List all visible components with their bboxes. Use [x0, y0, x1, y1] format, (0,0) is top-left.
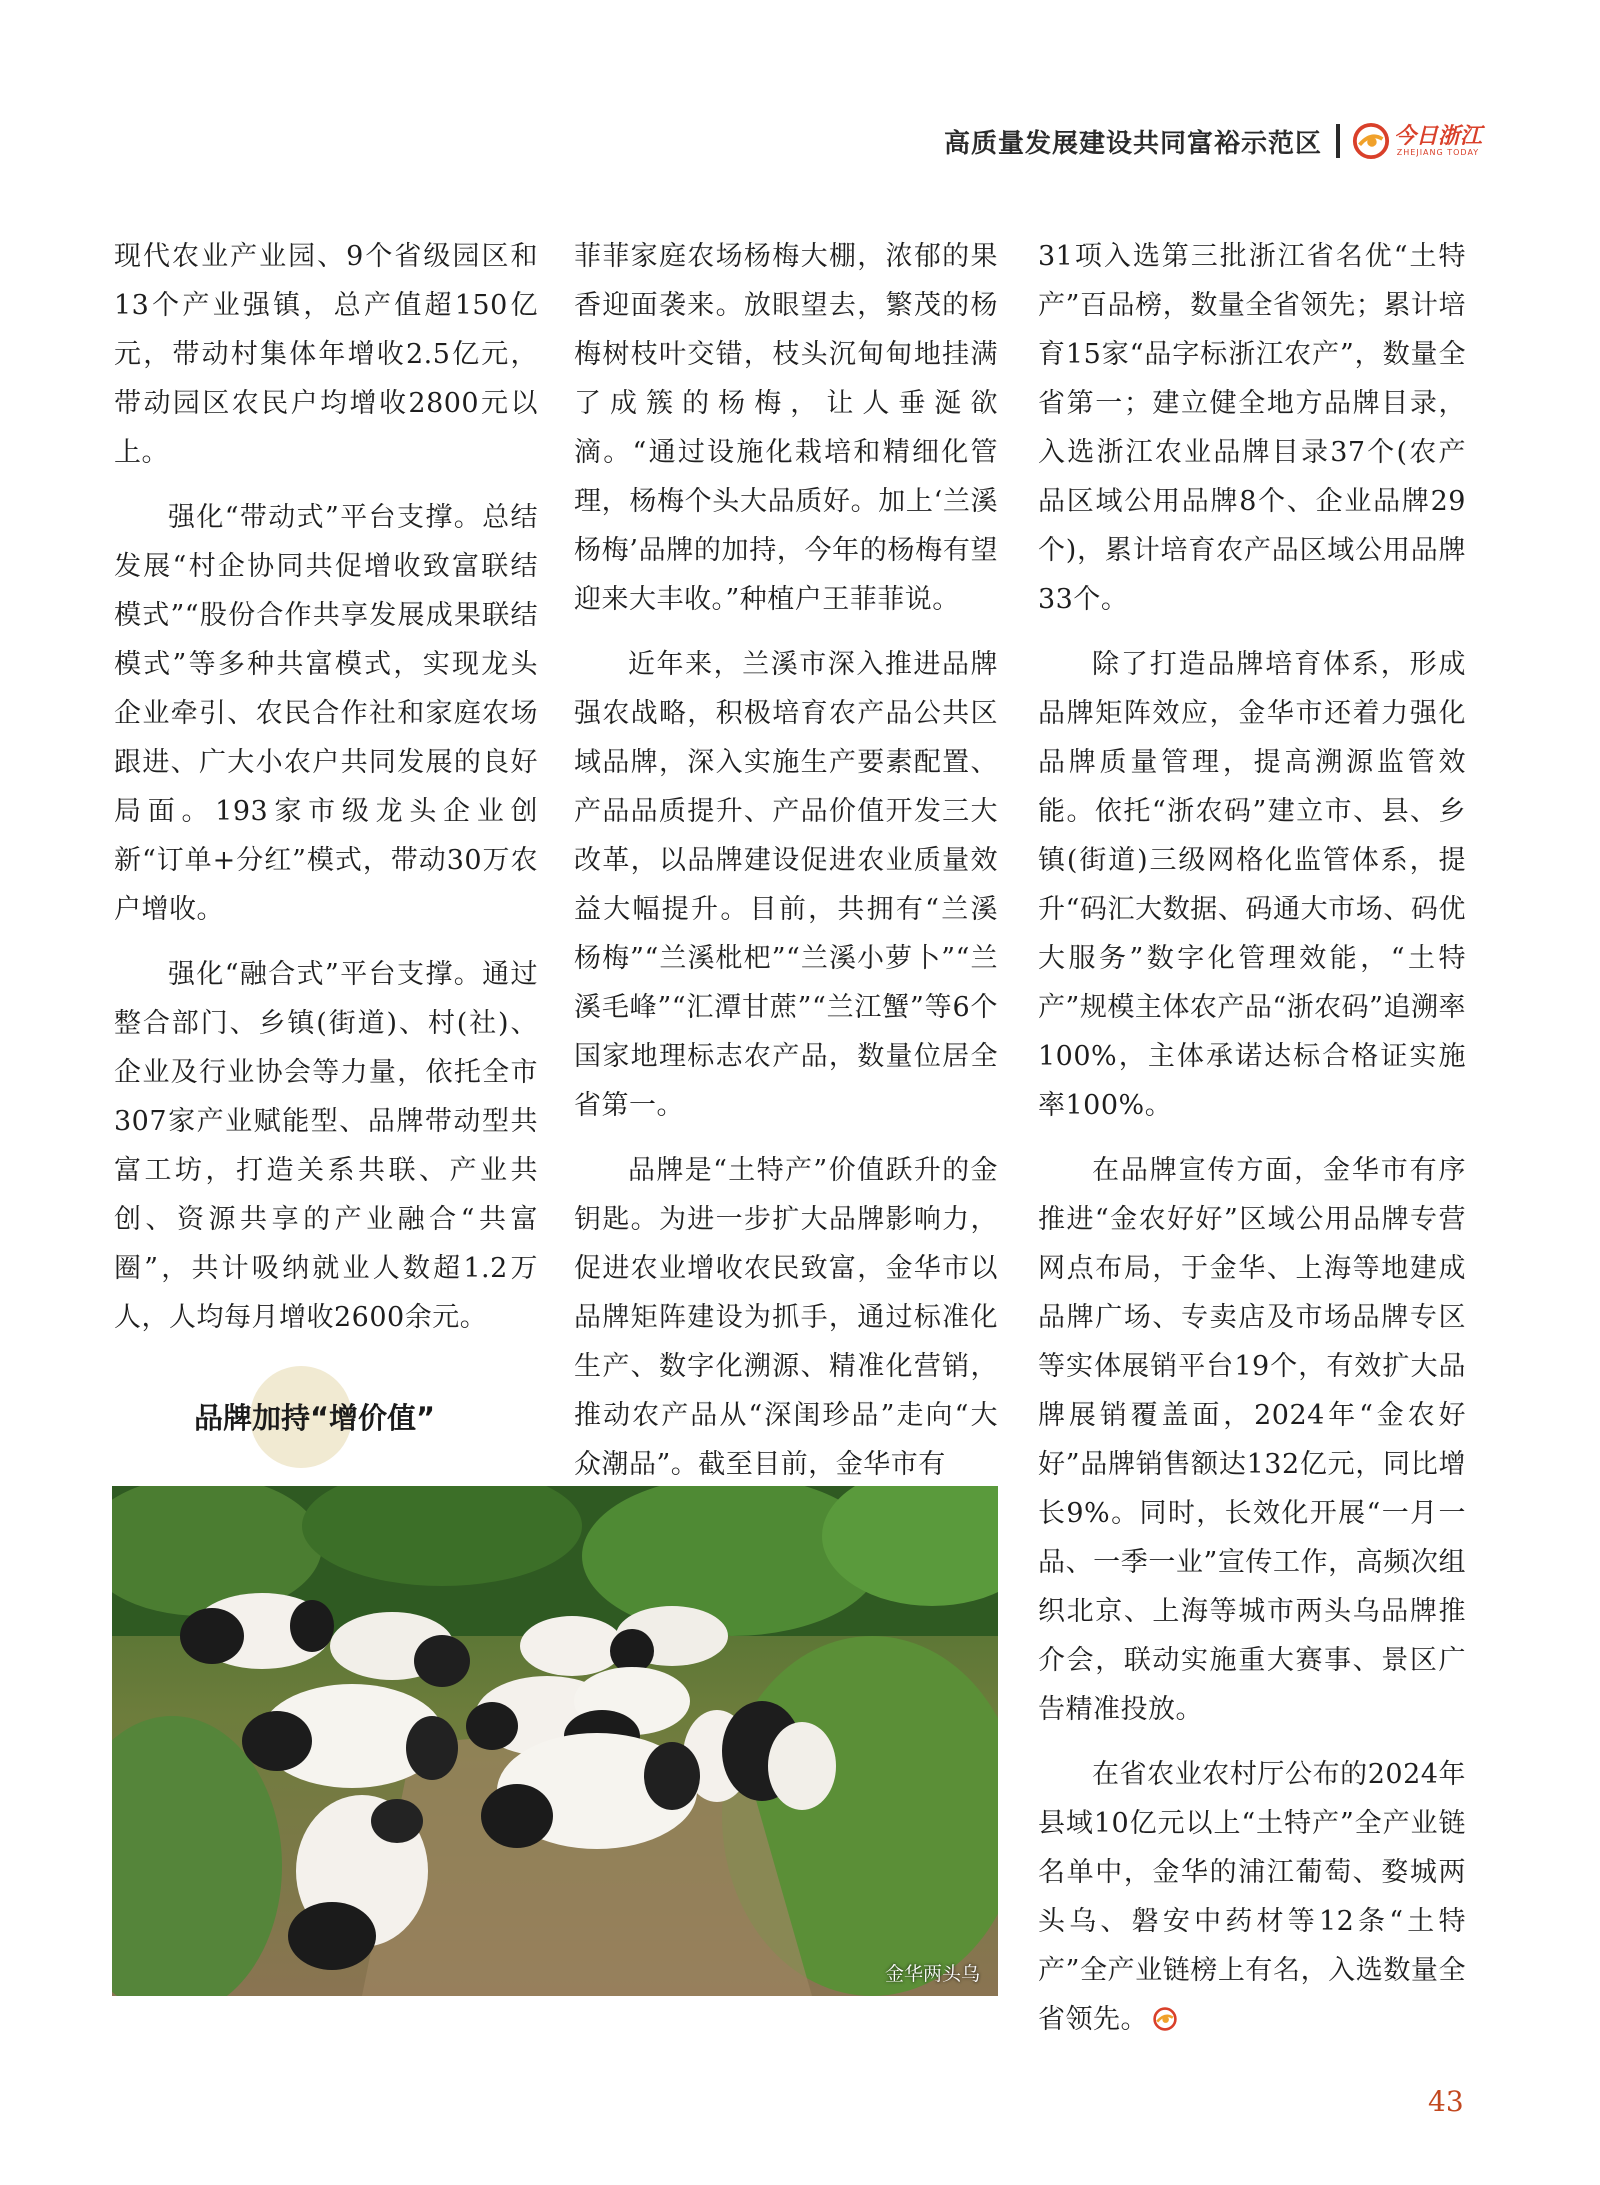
pigs-photo	[112, 1486, 998, 1996]
zhejiang-today-logo	[1352, 122, 1482, 160]
paragraph: 现代农业产业园、9个省级园区和13个产业强镇，总产值超150亿元，带动村集体年增收2.5亿元，带动园区农民户均增收2800元以上。	[114, 241, 538, 468]
paragraph: 除了打造品牌培育体系，形成品牌矩阵效应，金华市还着力强化品牌质量管理，提高溯源监管效能。依托“浙农码”建立市、县、乡镇(街道)三级网格化监管体系，提升“码汇大数据、码通大市场、码优大服务”数字化管理效能，“土特产”规模主体农产品“浙农码”追溯率100%，主体承诺达标合格证实施率100%。	[1038, 649, 1466, 1121]
logo-wordmark	[1394, 124, 1482, 158]
logo-chinese-text: 今日浙江	[1393, 123, 1482, 149]
paragraph: 菲菲家庭农场杨梅大棚，浓郁的果香迎面袭来。放眼望去，繁茂的杨梅树枝叶交错，枝头沉甸甸地挂满了成簇的杨梅，让人垂涎欲滴。“通过设施化栽培和精细化管理，杨梅个头大品质好。加上‘兰溪杨梅’品牌的加持，今年的杨梅有望迎来大丰收。”种植户王菲菲说。	[574, 241, 998, 615]
paragraph: 强化“带动式”平台支撑。总结发展“村企协同共促增收致富联结模式”“股份合作共享发展成果联结模式”等多种共富模式，实现龙头企业牵引、农民合作社和家庭农场跟进、广大小农户共同发展的良好局面。193家市级龙头企业创新“订单+分红”模式，带动30万农户增收。	[114, 502, 538, 925]
photo-illustration	[112, 1486, 998, 1996]
text-column-2	[574, 232, 998, 1505]
paragraph-text: 在省农业农村厅公布的2024年县域10亿元以上“土特产”全产业链名单中，金华的浦江葡萄、婺城两头乌、磐安中药材等12条“土特产”全产业链榜上有名，入选数量全省领先。	[1038, 1759, 1466, 2035]
section-heading	[114, 1366, 538, 1466]
header-divider	[1336, 124, 1340, 158]
logo-english-text: ZHEJIANG TODAY	[1396, 148, 1480, 157]
paragraph-final	[1038, 1750, 1466, 2044]
paragraph: 在品牌宣传方面，金华市有序推进“金农好好”区域公用品牌专营网点布局，于金华、上海等地建成品牌广场、专卖店及市场品牌专区等实体展销平台19个，有效扩大品牌展销覆盖面，2024年“金农好好”品牌销售额达132亿元，同比增长9%。同时，长效化开展“一月一品、一季一业”宣传工作，高频次组织北京、上海等城市两头乌品牌推介会，联动实施重大赛事、景区广告精准投放。	[1038, 1155, 1466, 1725]
section-heading-text: 品牌加持“增价值”	[194, 1400, 436, 1435]
paragraph: 强化“融合式”平台支撑。通过整合部门、乡镇(街道)、村(社)、企业及行业协会等力量，依托全市307家产业赋能型、品牌带动型共富工坊，打造关系共联、产业共创、资源共享的产业融合“共富圈”，共计吸纳就业人数超1.2万人，人均每月增收2600余元。	[114, 959, 538, 1333]
page-header	[0, 118, 1482, 164]
header-title: 高质量发展建设共同富裕示范区	[943, 128, 1322, 159]
photo-caption: 金华两头乌	[884, 1963, 980, 1985]
text-column-1	[114, 232, 538, 1549]
paragraph: 近年来，兰溪市深入推进品牌强农战略，积极培育农产品公共区域品牌，深入实施生产要素配置、产品品质提升、产品价值开发三大改革，以品牌建设促进农业质量效益大幅提升。目前，共拥有“兰溪杨梅”“兰溪枇杷”“兰溪小萝卜”“兰溪毛峰”“汇潭甘蔗”“兰江蟹”等6个国家地理标志农产品，数量位居全省第一。	[574, 649, 998, 1121]
page-number: 43	[1428, 2085, 1464, 2118]
article-end-logo-icon	[1152, 2006, 1178, 2032]
sun-swirl-icon	[1352, 122, 1390, 160]
paragraph: 品牌是“土特产”价值跃升的金钥匙。为进一步扩大品牌影响力，促进农业增收农民致富，金华市以品牌矩阵建设为抓手，通过标准化生产、数字化溯源、精准化营销，推动农产品从“深闺珍品”走向“大众潮品”。截至目前，金华市有	[574, 1155, 998, 1480]
text-column-3	[1038, 232, 1466, 2060]
paragraph: 31项入选第三批浙江省名优“土特产”百品榜，数量全省领先；累计培育15家“品字标浙江农产”，数量全省第一；建立健全地方品牌目录，入选浙江农业品牌目录37个(农产品区域公用品牌8个、企业品牌29个)，累计培育农产品区域公用品牌33个。	[1038, 241, 1466, 615]
